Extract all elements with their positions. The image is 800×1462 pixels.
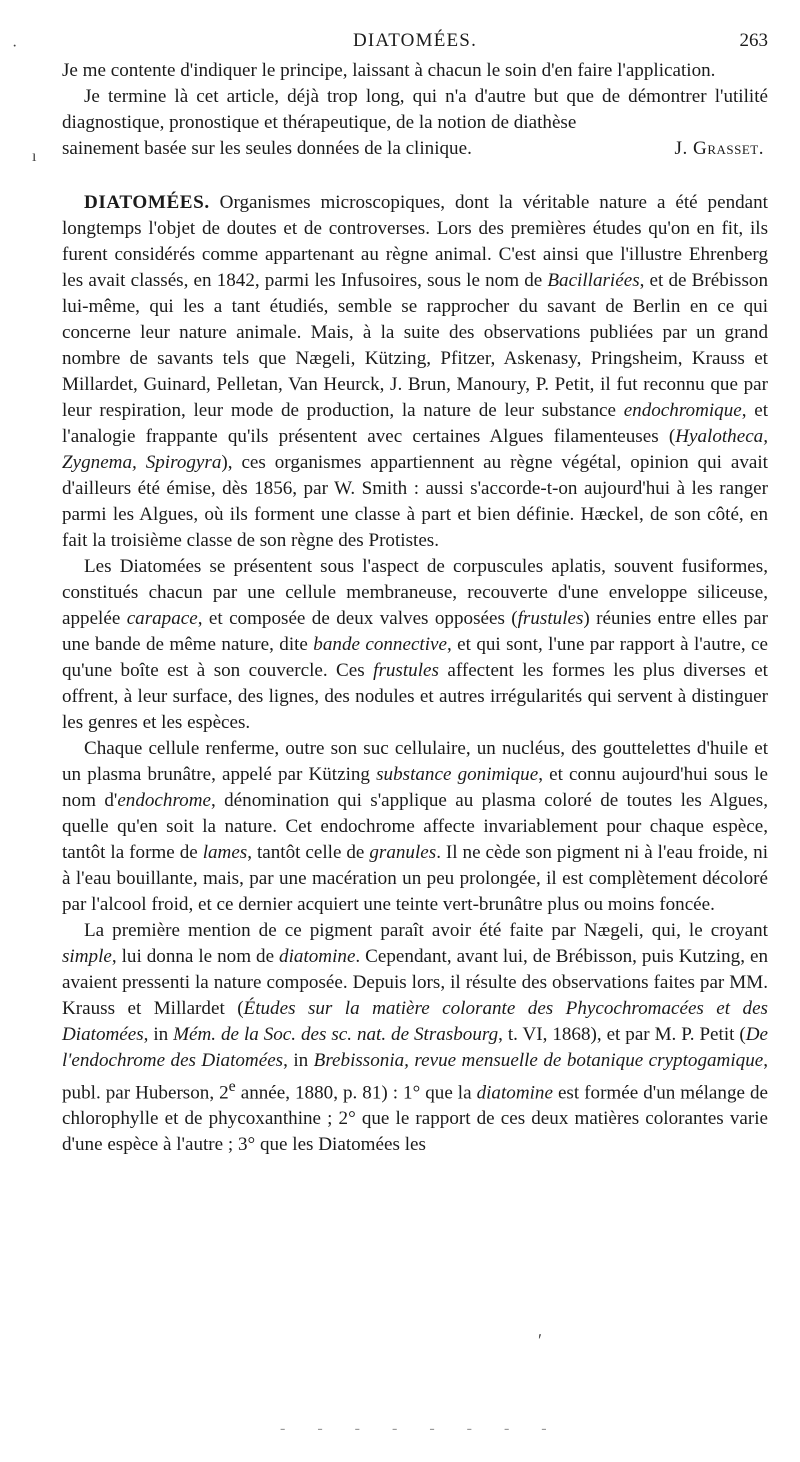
margin-dot-mark: ·: [12, 38, 18, 55]
article-paragraph-1: [62, 190, 768, 554]
italic-term: diatomine: [476, 1082, 553, 1104]
prev-article-closing-line: [62, 136, 768, 162]
author-signature: J. Grasset.: [674, 138, 764, 159]
citation-journal: Brebissonia, revue mensuelle de botanique cryptogamique: [313, 1050, 764, 1071]
text-run: , et composée de deux valves opposées (: [197, 608, 518, 629]
italic-term: bande connective: [313, 634, 447, 655]
page-header: [62, 28, 768, 58]
text-run: , in: [143, 1024, 174, 1045]
text-run: La première mention de ce pigment paraît avoir été faite par Nægeli, qui, le croyant: [84, 920, 768, 941]
text-run: Organismes microscopiques, dont la véritable nature a été pendant longtemps l'objet de doutes et de controverses. Lors des premières études qu'on en fit, ils furent considérés comme appartenant au règne animal. C'est ainsi que l'illustre Ehrenberg les avait classés, en 1842, parmi les Infusoires, sous le nom de: [62, 192, 768, 291]
prev-article-last-line: sainement basée sur les seules données de la clinique.: [62, 138, 472, 159]
italic-term: carapace: [126, 608, 198, 629]
text-run: , et connu aujourd'hui sous le nom d': [62, 764, 769, 811]
text-run: , tantôt celle de: [247, 842, 370, 863]
italic-term: endochromique: [623, 400, 742, 421]
stray-ink-mark: ʹ: [538, 1330, 542, 1350]
text-run: année, 1880, p. 81) : 1° que la: [235, 1082, 477, 1104]
italic-term: granules: [369, 842, 437, 863]
text-run: , lui donna le nom de: [111, 946, 280, 967]
text-run: , et de Brébisson lui-même, qui les a tant étudiés, semble se rapprocher du savant de Berlin en ce qui concerne leur nature animale. Mais, à la suite des observations publiées par un grand nombre de savants tels que Nægeli, Kützing, Pfitzer, Askenasy, Pringsheim, Krauss et Millardet, Guinard, Pelletan, Van Heurck, J. Brun, Manoury, P. Petit, il fut reconnu que par leur respiration, leur mode de production, la nature de leur substance: [62, 270, 768, 421]
article-paragraph-2: [62, 554, 768, 736]
text-run: ), ces organismes appartiennent au règne végétal, opinion qui avait d'ailleurs été émise, dès 1856, par W. Smith : aussi s'accorde-t-on aujourd'hui à les ranger parmi les Algues, où ils forment une classe à part et bien définie. Hæckel, de son côté, en fait la troisième classe de son règne des Protistes.: [62, 452, 768, 551]
italic-term: substance gonimique: [376, 764, 539, 785]
citation-journal: Mém. de la Soc. des sc. nat. de Strasbourg: [173, 1024, 499, 1045]
citation-title: De l'endochrome des Diatomées: [62, 1024, 768, 1071]
running-title: DIATOMÉES.: [352, 30, 478, 51]
text-run: , in: [283, 1050, 314, 1071]
text-run: , dénomination qui s'applique au plasma coloré de toutes les Algues, quelle qu'en soit la nature. Cet endochrome affecte invariablement pour chaque espèce, tantôt la forme de: [62, 790, 768, 863]
text-run: . Cependant, avant lui, de Brébisson, puis Kutzing, en avaient pressenti la nature composée. Depuis lors, il résulte des observations faites par MM. Krauss et Millardet (: [62, 946, 768, 1019]
italic-term: Hyalotheca, Zygnema, Spirogyra: [62, 426, 768, 473]
prev-article-paragraph-1: Je me contente d'indiquer le principe, laissant à chacun le soin d'en faire l'application.: [62, 60, 716, 81]
italic-term: diatomine: [279, 946, 356, 967]
italic-term: simple: [62, 946, 112, 967]
article-headword: DIATOMÉES.: [84, 192, 210, 213]
text-run: Les Diatomées se présentent sous l'aspect de corpuscules aplatis, souvent fusiformes, constitués chacun par une cellule membraneuse, recouverte d'une enveloppe siliceuse, appelée: [62, 556, 768, 629]
italic-term: lames: [202, 842, 248, 863]
text-run: affectent les formes les plus diverses et offrent, à leur surface, des lignes, des nodules et autres irrégularités qui servent à distinguer les genres et les espèces.: [62, 660, 768, 733]
bottom-edge-dashes: - - - - - - - -: [280, 1420, 561, 1437]
text-run: est formée d'un mélange de chlorophylle et de phycoxanthine ; 2° que le rapport de ces deux matières colorantes varie d'une espèce à l'autre ; 3° que les Diatomées les: [62, 1082, 768, 1156]
citation-title: Études sur la matière colorante des Phycochromacées et des Diatomées: [62, 998, 768, 1045]
italic-term: endochrome: [117, 790, 211, 811]
superscript: e: [228, 1078, 236, 1095]
text-run: Chaque cellule renferme, outre son suc cellulaire, un nucléus, des gouttelettes d'huile et un plasma brunâtre, appelé par Kützing: [62, 738, 768, 785]
prev-article-paragraph-2: Je termine là cet article, déjà trop long, qui n'a d'autre but que de démontrer l'utilité diagnostique, pronostique et thérapeutique, de la notion de diathèse: [62, 86, 768, 133]
text-run: , et qui sont, l'une par rapport à l'autre, ce qu'une boîte est à son couvercle. Ces: [62, 634, 768, 681]
margin-tick-mark: ı: [32, 148, 37, 165]
text-run: , et l'analogie frappante qu'ils présentent avec certaines Algues filamenteuses (: [62, 400, 769, 447]
italic-term: Bacillariées: [547, 270, 640, 291]
text-run: , t. VI, 1868), et par M. P. Petit (: [498, 1024, 746, 1045]
page-number: 263: [739, 30, 768, 51]
italic-term: frustules: [517, 608, 584, 629]
section-gap: [62, 162, 768, 190]
italic-term: frustules: [373, 660, 439, 681]
text-run: ) réunies entre elles par une bande de même nature, dite: [62, 608, 768, 655]
page: [62, 28, 768, 1158]
text-run: , publ. par Huberson, 2: [62, 1050, 768, 1104]
article-paragraph-3: [62, 736, 768, 918]
text-run: . Il ne cède son pigment ni à l'eau froide, ni à l'eau bouillante, mais, par une macération un peu prolongée, il est complètement décoloré par l'alcool froid, et ce dernier acquiert une teinte vert-brunâtre plus ou moins foncée.: [62, 842, 769, 915]
article-paragraph-4: [62, 918, 768, 1158]
